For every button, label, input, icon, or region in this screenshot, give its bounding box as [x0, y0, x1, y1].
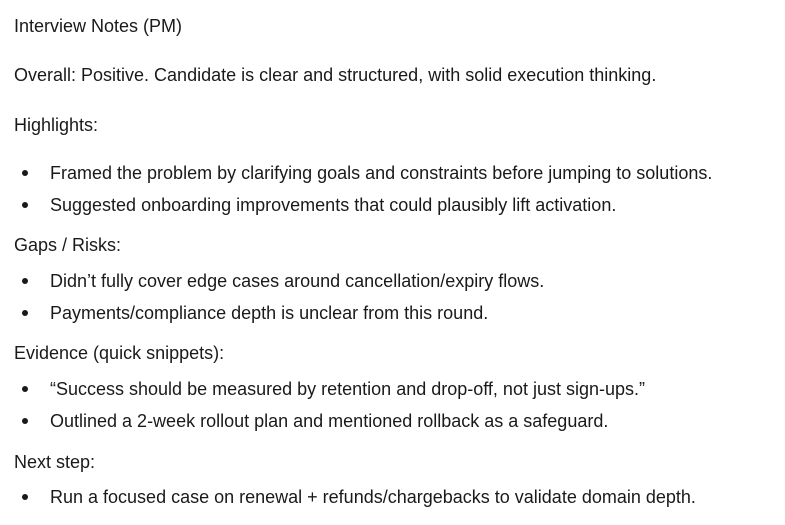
bullet-dot-icon	[22, 278, 28, 284]
bullet-dot-icon	[22, 494, 28, 500]
bullet-dot-icon	[22, 310, 28, 316]
next-step-heading: Next step:	[14, 452, 96, 472]
evidence-heading: Evidence (quick snippets):	[14, 343, 225, 363]
bullet-dot-icon	[22, 386, 28, 392]
highlight-item-text: Framed the problem by clarifying goals and constraints before jumping to solutions.	[50, 163, 713, 183]
bullet-dot-icon	[22, 418, 28, 424]
gap-item-text: Didn’t fully cover edge cases around cancellation/expiry flows.	[50, 271, 545, 291]
evidence-item-text: “Success should be measured by retention and drop-off, not just sign-ups.”	[50, 379, 646, 399]
gaps-heading: Gaps / Risks:	[14, 235, 122, 255]
next-step-item-text: Run a focused case on renewal + refunds/chargebacks to validate domain depth.	[50, 487, 696, 507]
highlight-item-text: Suggested onboarding improvements that could plausibly lift activation.	[50, 195, 617, 215]
bullet-dot-icon	[22, 170, 28, 176]
highlights-heading: Highlights:	[14, 115, 99, 135]
document-title: Interview Notes (PM)	[14, 16, 183, 36]
bullet-dot-icon	[22, 202, 28, 208]
evidence-item-text: Outlined a 2-week rollout plan and mentioned rollback as a safeguard.	[50, 411, 609, 431]
overall-summary: Overall: Positive. Candidate is clear and structured, with solid execution thinking.	[14, 65, 657, 85]
gap-item-text: Payments/compliance depth is unclear from this round.	[50, 303, 489, 323]
